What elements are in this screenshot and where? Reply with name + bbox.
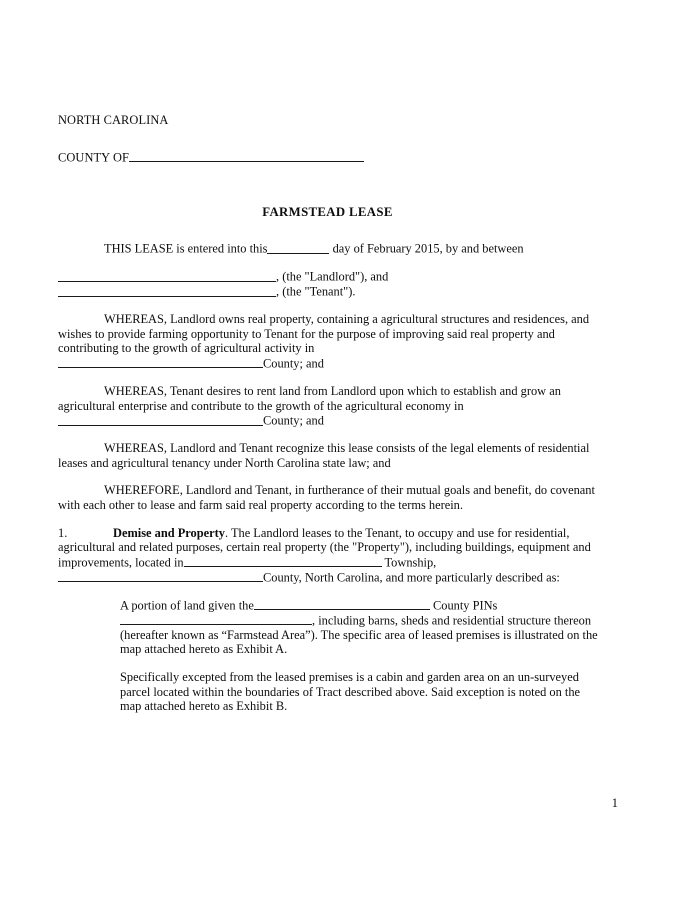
section-1-heading: Demise and Property — [113, 525, 225, 540]
property-desc-part-2: County PINs — [432, 598, 498, 613]
intro-first-line — [58, 241, 603, 256]
exception-description-text: Specifically excepted from the leased premises is a cabin and garden area on an un-surveyed parcel located within the boundaries of Tract described above. Said exception is noted on the map attached hereto as Exhibit B. — [120, 669, 581, 714]
landlord-name-blank-field[interactable] — [58, 269, 276, 281]
tenant-name-blank-field[interactable] — [58, 284, 276, 296]
document-body — [58, 113, 603, 727]
recital-text-1: WHEREAS, Landlord owns real property, containing a agricultural structures and residences, and wishes to provide farming opportunity to Tenant for the purpose of improving said real property and contributing to the growth of agricultural activity in — [58, 312, 590, 356]
township-blank-field[interactable] — [184, 555, 382, 567]
subparagraph-property-description — [58, 598, 603, 714]
intro-lead-text: THIS LEASE is entered into this — [104, 241, 268, 256]
property-desc-part-1: A portion of land given the — [120, 598, 254, 613]
intro-paragraph — [58, 241, 603, 299]
intro-mid-text: day of February 2015, by and between — [332, 241, 524, 256]
pins-blank-field[interactable] — [120, 613, 312, 625]
section-1-number: 1. — [58, 525, 68, 540]
section-1-body-2: Township, — [384, 555, 437, 570]
day-blank-field[interactable] — [267, 241, 329, 253]
state-heading: NORTH CAROLINA — [58, 113, 169, 127]
county-of-label: COUNTY OF — [58, 150, 130, 164]
recital-text-2: WHEREAS, Tenant desires to rent land from Landlord upon which to establish and grow an agricultural enterprise and contribute to the growth of the agricultural economy in — [58, 383, 561, 413]
property-description-text — [120, 598, 603, 657]
tenant-line — [58, 284, 603, 299]
county-activity-blank-field[interactable] — [58, 356, 263, 368]
county-blank-field[interactable] — [129, 150, 364, 162]
landlord-line — [58, 269, 603, 284]
section-county-blank-field[interactable] — [58, 570, 263, 582]
county-economy-blank-field[interactable] — [58, 413, 263, 425]
section-1-body-3: County, North Carolina, and more particularly described as: — [263, 570, 560, 585]
section-1-demise-and-property — [58, 526, 603, 585]
section-1-body-1: . The Landlord leases to the Tenant, to occupy and use for residential, agricultural and related purposes, certain real property (the "Property"), including buildings, equipment and improvements, located in — [58, 525, 591, 570]
recital-after-1: County; and — [263, 356, 324, 371]
pin-county-blank-field[interactable] — [254, 598, 430, 610]
page-title: FARMSTEAD LEASE — [262, 204, 393, 219]
county-of-line — [58, 150, 603, 165]
property-desc-part-3: , including barns, sheds and residential structure thereon (hereafter known as “Farmstead Area”). The specific area of leased premises is illustrated on the map attached hereto as Exhibit A. — [120, 613, 598, 657]
tenant-suffix-text: , (the "Tenant"). — [276, 284, 356, 299]
recital-wherefore-covenant: WHEREFORE, Landlord and Tenant, in furtherance of their mutual goals and benefit, do covenant with each other to lease and farm said real property according to the terms herein. — [58, 483, 595, 512]
page-number: 1 — [611, 796, 618, 810]
recital-whereas-landlord-owns — [58, 312, 603, 371]
landlord-suffix-text: , (the "Landlord"), and — [276, 269, 389, 284]
recital-after-2: County; and — [263, 413, 324, 428]
recital-whereas-tenant-desires — [58, 384, 603, 428]
recital-whereas-legal-elements: WHEREAS, Landlord and Tenant recognize this lease consists of the legal elements of residential leases and agricultural tenancy under North Carolina state law; and — [58, 441, 590, 470]
